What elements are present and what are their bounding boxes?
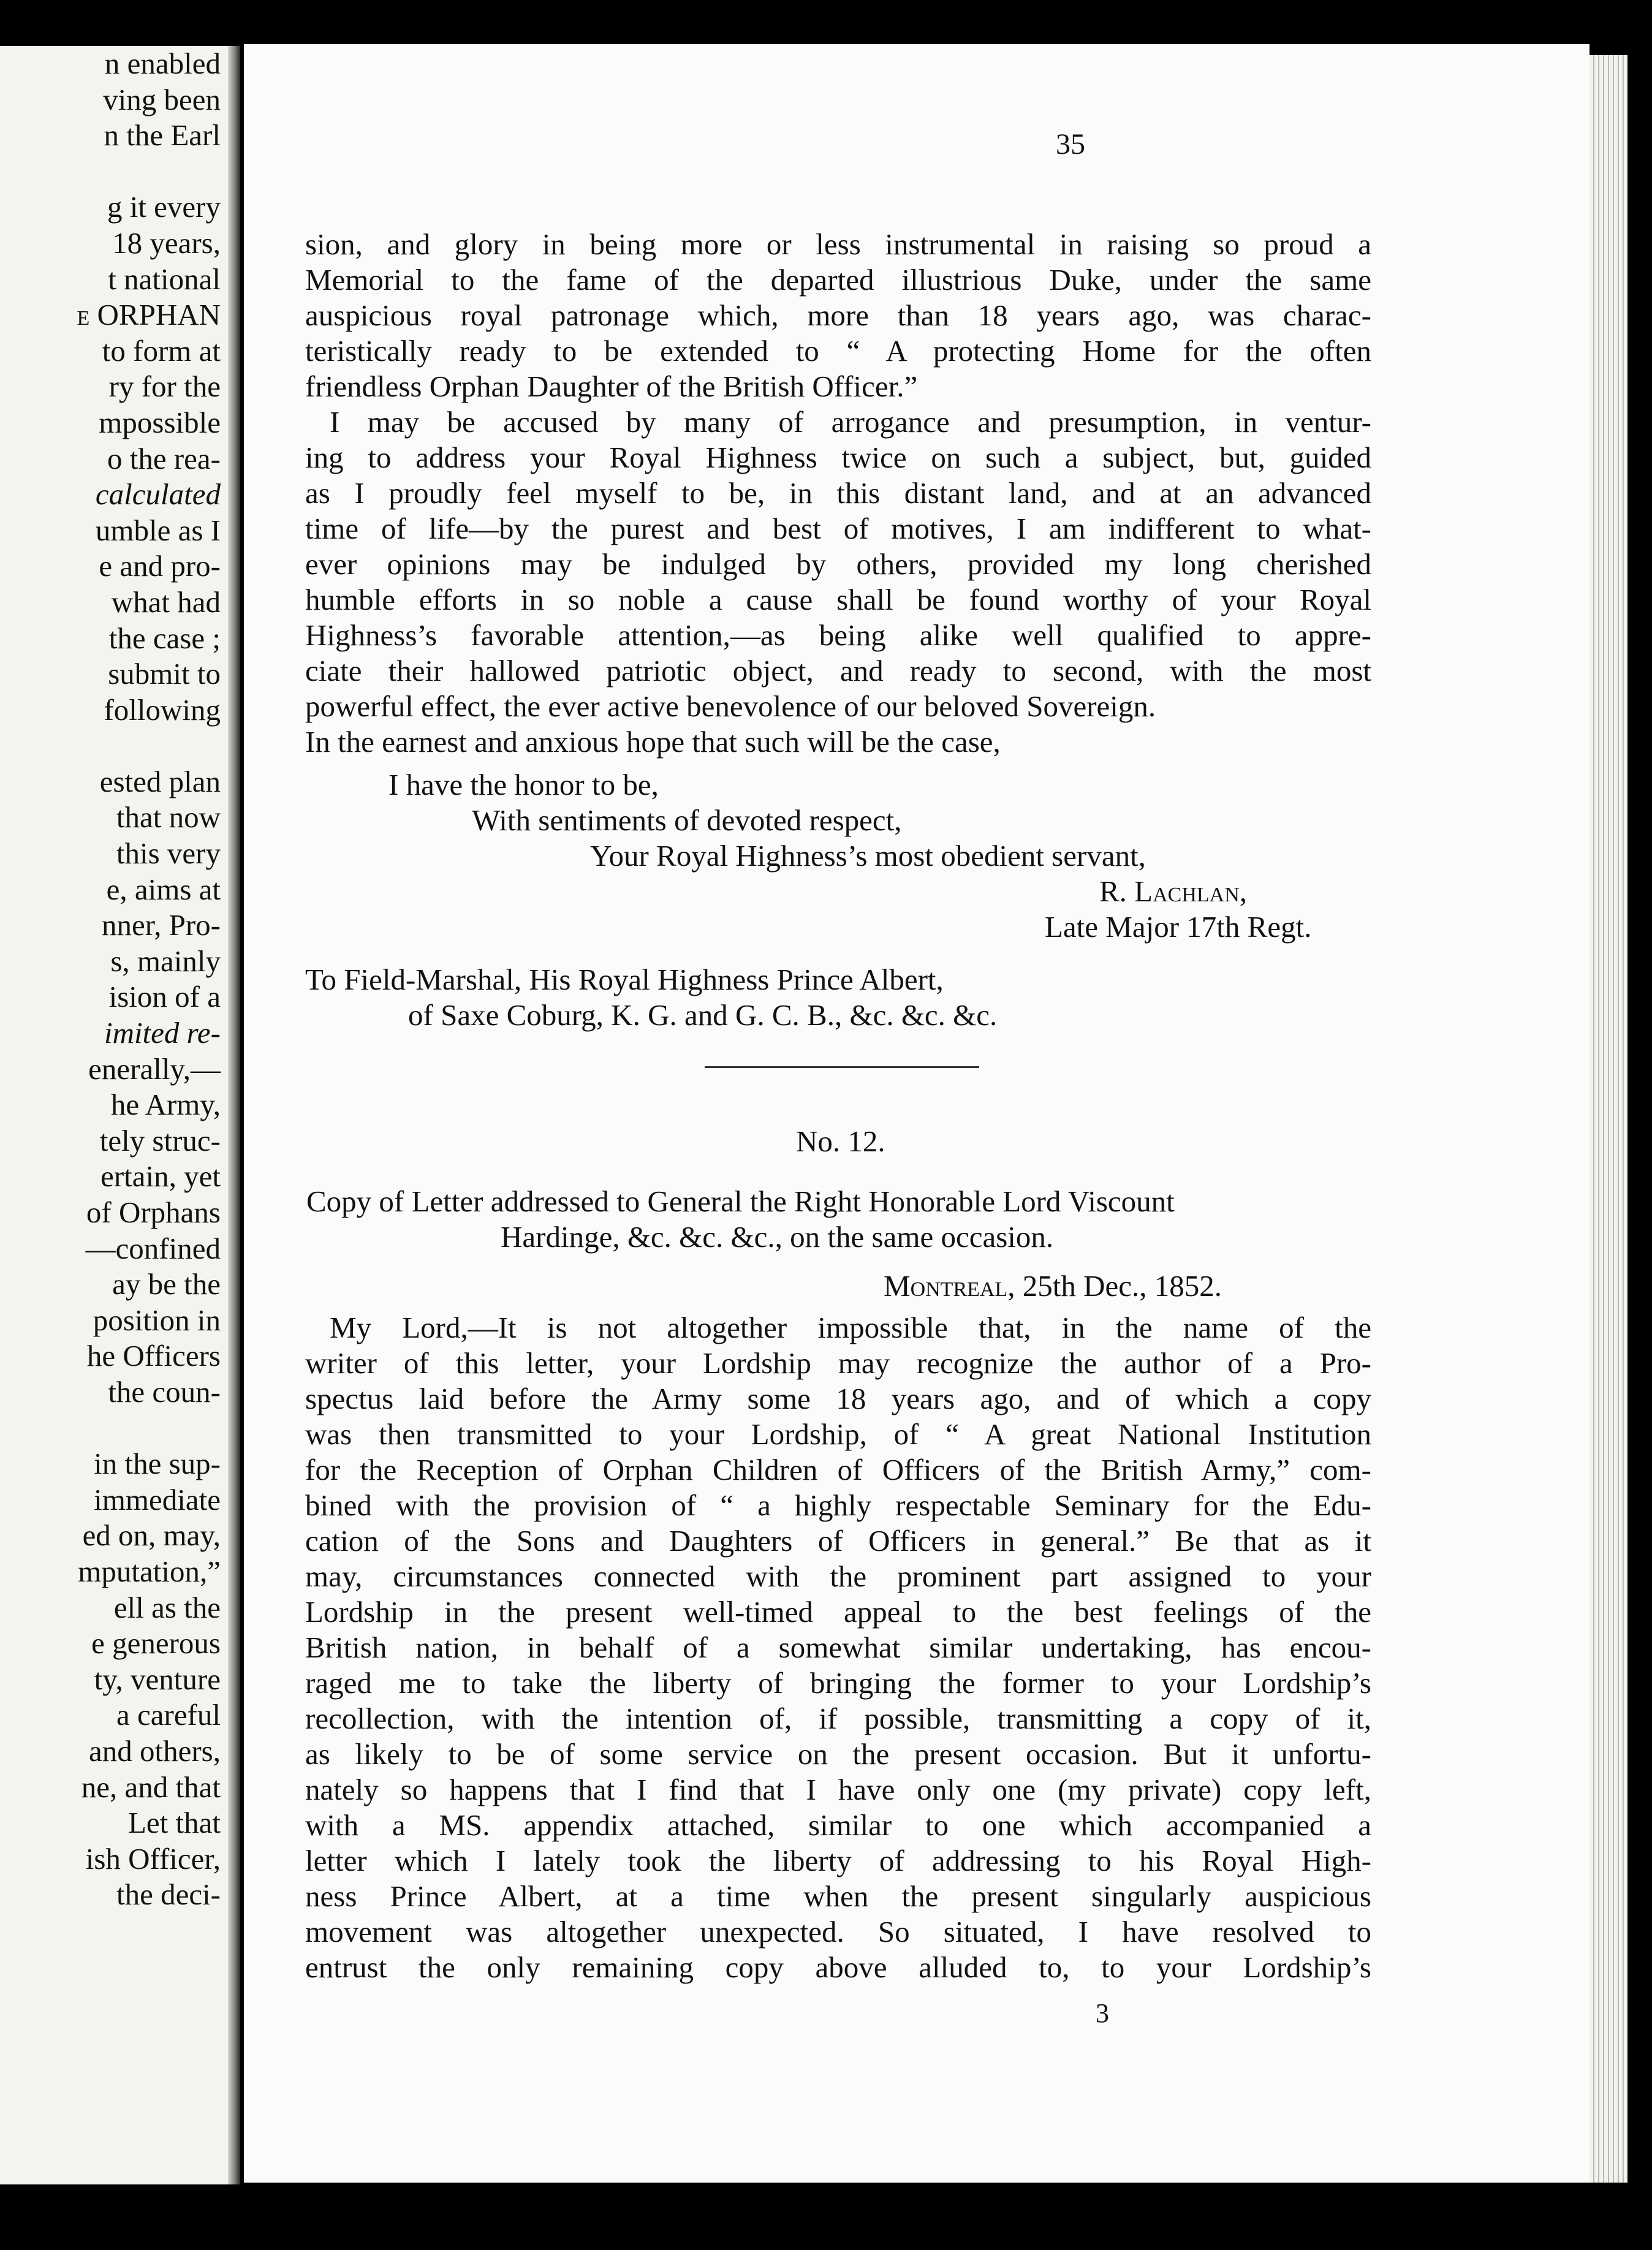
letter-number: No. 12. [796,1124,885,1158]
left-page-line [0,154,221,190]
letter-heading-line-1: Copy of Letter addressed to General the Right Honorable Lord Viscount [306,1184,1175,1218]
left-page-line: the deci- [116,1877,221,1912]
dateline-date: 25th Dec., 1852. [1022,1269,1222,1303]
left-page-line: ry for the [108,369,221,404]
letter-body-line: British nation, in behalf of a somewhat similar undertaking, has encou- [305,1631,1371,1664]
letter-body-line: My Lord,—It is not altogether impossible that, in the name of the [330,1311,1371,1344]
right-page [244,44,1589,2183]
left-page-line: of Orphans [86,1195,221,1229]
dateline-place: Montreal, [884,1269,1015,1303]
left-page-line: e, aims at [106,872,221,906]
book-gutter [228,46,240,2184]
left-page-line: immediate [94,1482,221,1517]
left-page-line: ested plan [99,764,221,798]
letter-body [305,1310,1371,1985]
left-page-line [0,728,221,764]
left-facing-page [0,46,236,2184]
paragraph-2-line: ing to address your Royal Highness twice on such a subject, but, guided [305,441,1371,474]
signature-rank: Late Major 17th Regt. [1045,910,1312,944]
letter-body-line: cation of the Sons and Daughters of Officers in general.” Be that as it [305,1524,1371,1558]
letter-body-line: entrust the only remaining copy above alluded to, to your Lordship’s [305,1950,1371,1984]
paragraph-2-line: powerful effect, the ever active benevolence of our beloved Sovereign. [305,689,1156,723]
left-page-line: ay be the [112,1267,221,1301]
page-edges [1589,55,1627,2183]
left-page-line: g it every [107,190,221,224]
letter-body-line: Lordship in the present well-timed appeal to the best feelings of the [305,1595,1371,1629]
left-page-line: —confined [85,1231,221,1265]
signature-name: R. Lachlan, [1099,874,1248,908]
paragraph-1-line: friendless Orphan Daughter of the British Officer.” [305,369,918,403]
left-page-line: the coun- [108,1374,221,1409]
left-page-line: ell as the [113,1590,221,1624]
left-page-line: calculated [95,477,221,512]
left-page-line: following [104,692,221,727]
left-page-line: t national [108,262,221,296]
left-page-line: umble as I [95,513,221,547]
left-page-line: that now [116,800,221,835]
paragraph-2-line: I may be accused by many of arrogance and presumption, in ventur- [330,405,1371,439]
left-page-line: e ORPHAN [77,298,221,332]
left-page-line: 18 years, [112,225,221,260]
paragraph-2-line: humble efforts in so noble a cause shall be found worthy of your Royal [305,583,1371,616]
left-page-line: ed on, may, [82,1518,221,1553]
letter-body-line: bined with the provision of “ a highly respectable Seminary for the Edu- [305,1488,1371,1522]
page-number: 35 [1056,128,1085,161]
letter-body-line: with a MS. appendix attached, similar to one which accompanied a [305,1808,1371,1842]
letter-body-line: was then transmitted to your Lordship, of “ A great National Institution [305,1417,1371,1451]
left-page-line: ne, and that [81,1770,221,1804]
letter-text-block [305,227,1371,760]
left-page-line: mputation,” [78,1554,221,1588]
letter-body-line: may, circumstances connected with the prominent part assigned to your [305,1559,1371,1593]
left-page-line: nner, Pro- [102,908,221,942]
left-page-line: tely struc- [99,1123,221,1157]
left-page-line: n enabled [104,47,221,80]
left-page-line: n the Earl [104,118,221,153]
closing-line-3: Your Royal Highness’s most obedient servant, [590,839,1146,873]
left-page-line: to form at [102,333,221,368]
letter-body-line: writer of this letter, your Lordship may recognize the author of a Pro- [305,1346,1371,1380]
paragraph-1-line: teristically ready to be extended to “ A protecting Home for the often [305,334,1371,368]
left-page-line: s, mainly [110,944,221,978]
left-page-line: position in [93,1303,221,1337]
left-page-text [0,46,221,1913]
left-page-line: ision of a [108,980,221,1014]
address-line-2: of Saxe Coburg, K. G. and G. C. B., &c. &c. &c. [408,998,998,1032]
left-page-line: ish Officer, [85,1841,221,1876]
paragraph-2-line: ever opinions may be indulged by others, provided my long cherished [305,547,1371,581]
paragraph-2-line: In the earnest and anxious hope that such will be the case, [305,725,1001,759]
letter-body-line: movement was altogether unexpected. So situated, I have resolved to [305,1915,1371,1949]
left-page-line: he Army, [110,1088,221,1122]
left-page-line: in the sup- [94,1447,221,1481]
left-page-line: e and pro- [99,549,221,583]
paragraph-1-line: Memorial to the fame of the departed illustrious Duke, under the same [305,263,1371,297]
left-page-line: this very [116,836,221,871]
signature-mark: 3 [1096,1998,1109,2028]
letter-body-line: ness Prince Albert, at a time when the present singularly auspicious [305,1879,1371,1913]
letter-heading-line-2: Hardinge, &c. &c. &c., on the same occasion. [501,1220,1054,1254]
address-line-1: To Field-Marshal, His Royal Highness Prince Albert, [305,963,944,996]
letter-body-line: spectus laid before the Army some 18 years ago, and of which a copy [305,1382,1371,1415]
dateline [884,1268,1222,1304]
left-page-line: submit to [108,657,221,691]
paragraph-2-line: Highness’s favorable attention,—as being alike well qualified to appre- [305,618,1371,652]
left-page-line: imited re- [104,1016,221,1050]
left-page-line: and others, [89,1733,221,1768]
left-page-line [0,1411,221,1447]
closing-line-1: I have the honor to be, [388,768,659,801]
paragraph-1-line: sion, and glory in being more or less instrumental in raising so proud a [305,227,1371,261]
section-divider [705,1066,979,1068]
letter-body-line: for the Reception of Orphan Children of Officers of the British Army,” com- [305,1453,1371,1487]
left-page-line: enerally,— [88,1051,221,1086]
left-page-line: he Officers [86,1339,221,1373]
paragraph-1-line: auspicious royal patronage which, more than 18 years ago, was charac- [305,298,1371,332]
left-page-line: ving been [103,82,221,116]
left-page-line: ty, venture [94,1662,221,1696]
paragraph-2-line: ciate their hallowed patriotic object, and ready to second, with the most [305,654,1371,688]
paragraph-2-line: as I proudly feel myself to be, in this distant land, and at an advanced [305,476,1371,510]
letter-body-line: as likely to be of some service on the present occasion. But it unfortu- [305,1737,1371,1771]
left-page-line: mpossible [99,405,221,439]
letter-body-line: raged me to take the liberty of bringing the former to your Lordship’s [305,1666,1371,1700]
paragraph-2-line: time of life—by the purest and best of motives, I am indifferent to what- [305,512,1371,545]
letter-body-line: nately so happens that I find that I have only one (my private) copy left, [305,1773,1371,1806]
left-page-line: ertain, yet [100,1159,221,1194]
left-page-line: what had [111,585,221,619]
letter-body-line: recollection, with the intention of, if possible, transmitting a copy of it, [305,1702,1371,1735]
left-page-line: Let that [127,1806,221,1840]
letter-body-line: letter which I lately took the liberty of addressing to his Royal High- [305,1844,1371,1877]
left-page-line: the case ; [108,621,221,655]
left-page-line: o the rea- [107,441,221,475]
closing-line-2: With sentiments of devoted respect, [472,803,902,837]
left-page-line: a careful [116,1698,221,1732]
left-page-line: e generous [91,1626,221,1661]
